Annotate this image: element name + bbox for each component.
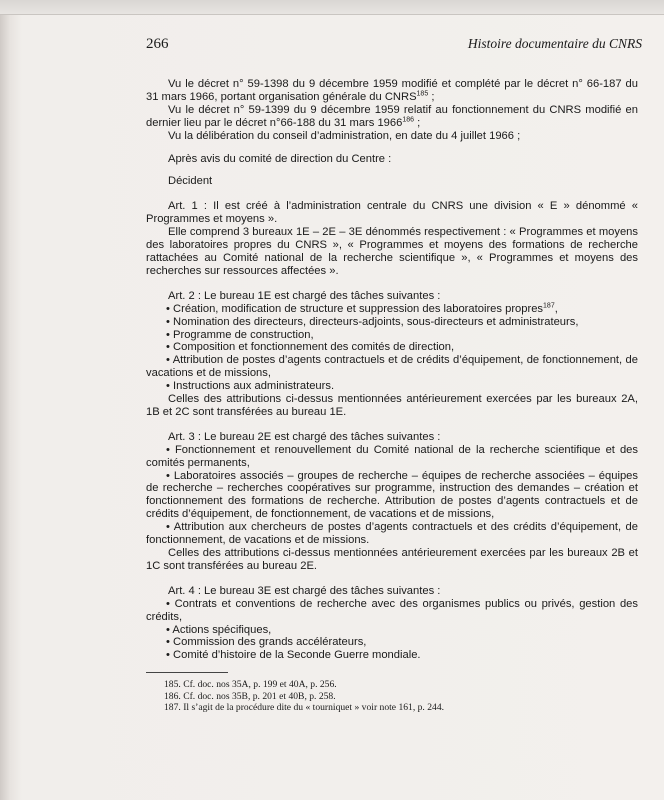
list-item: • Fonctionnement et renouvellement du Comité national de la recherche scientifique et des comités permanents, <box>146 443 638 469</box>
list-item: • Programme de construction, <box>166 328 314 341</box>
article-1: Art. 1 : Il est créé à l’administration centrale du CNRS une division « E » dénommé « Programmes et moyens ». <box>146 200 638 226</box>
paragraph-deliberation: Vu la délibération du conseil d’administration, en date du 4 juillet 1966 ; <box>168 129 521 142</box>
page-number: 266 <box>146 36 169 52</box>
footnote-ref-186: 186 <box>402 115 415 123</box>
footnote-ref-185: 185 <box>416 90 429 98</box>
list-item: • Attribution de postes d’agents contractuels et de crédits d’équipement, de fonctionnement, de vacations et de missions, <box>146 354 638 380</box>
article-2-transfer: Celles des attributions ci-dessus mentionnées antérieurement exercées par les bureaux 2A, 1B et 2C sont transférées au bureau 1E. <box>146 393 638 418</box>
list-item: • Commission des grands accélérateurs, <box>166 636 367 649</box>
list-item: • Création, modification de structure et suppression des laboratoires propres$^{187}$, <box>166 301 558 315</box>
footnote-185: 185. Cf. doc. nos 35A, p. 199 et 40A, p. 256. <box>164 679 337 690</box>
list-item: • Nomination des directeurs, directeurs-adjoints, sous-directeurs et administrateurs, <box>166 315 579 328</box>
paragraph-decree-2: Vu le décret n° 59-1399 du 9 décembre 1959 relatif au fonctionnement du CNRS modifié en dernier lieu par le décret n°66-188 du 31 mars 1966$^{186}$ ; <box>146 103 638 129</box>
article-4-intro: Art. 4 : Le bureau 3E est chargé des tâches suivantes : <box>168 584 441 597</box>
article-3-intro: Art. 3 : Le bureau 2E est chargé des tâches suivantes : <box>168 430 441 443</box>
footnote-187: 187. Il s’agit de la procédure dite du « tourniquet » voir note 161, p. 244. <box>164 702 445 714</box>
list-item: • Instructions aux administrateurs. <box>166 380 335 393</box>
list-item: • Attribution aux chercheurs de postes d’agents contractuels et des crédits d’équipement, de fonctionnement, de vacations et de missions. <box>146 521 638 547</box>
list-item: • Contrats et conventions de recherche avec des organismes publics ou privés, gestion des crédits, <box>146 597 638 623</box>
page-header <box>146 36 642 56</box>
scan-edge <box>0 0 664 15</box>
paragraph-decident: Décident <box>168 175 213 188</box>
footnote-186: 186. Cf. doc. nos 35B, p. 201 et 40B, p. 258. <box>164 690 336 702</box>
paragraph-avis: Après avis du comité de direction du Centre : <box>168 152 392 165</box>
list-item: • Actions spécifiques, <box>166 623 272 636</box>
list-item: • Laboratoires associés – groupes de recherche – équipes de recherche associées – équipes de recherche – recherches coopératives sur programme, instruction des demandes – création et fonctionnement des formations de recherche. Attribution de postes d’agents contractuels et de crédits d’équipement, de fonctionnement, de vacations et de missions, <box>146 469 638 521</box>
list-item: • Comité d’histoire de la Seconde Guerre mondiale. <box>166 649 421 662</box>
footnotes <box>164 679 634 714</box>
footnote-divider <box>146 672 228 673</box>
article-3-transfer: Celles des attributions ci-dessus mentionnées antérieurement exercées par les bureaux 2B et 1C sont transférées au bureau 2E. <box>146 547 638 572</box>
article-1-bureaux: Elle comprend 3 bureaux 1E – 2E – 3E dénommés respectivement : « Programmes et moyens des laboratoires propres du CNRS », « Programmes et moyens des formations de recherche rattachées au Comité national de la recherche scientifique », « Programmes et moyens des recherches sur ressources affectées ». <box>146 226 638 277</box>
list-item: • Composition et fonctionnement des comités de direction, <box>166 341 455 354</box>
article-2-intro: Art. 2 : Le bureau 1E est chargé des tâches suivantes : <box>168 289 441 302</box>
main-text <box>146 78 638 662</box>
paragraph-decree-1: Vu le décret n° 59-1398 du 9 décembre 1959 modifié et complété par le décret n° 66-187 du 31 mars 1966, portant organisation générale du CNRS$^{185}$ ; <box>146 78 638 103</box>
footnote-ref-187: 187 <box>543 301 555 309</box>
running-title: Histoire documentaire du CNRS <box>467 36 642 51</box>
